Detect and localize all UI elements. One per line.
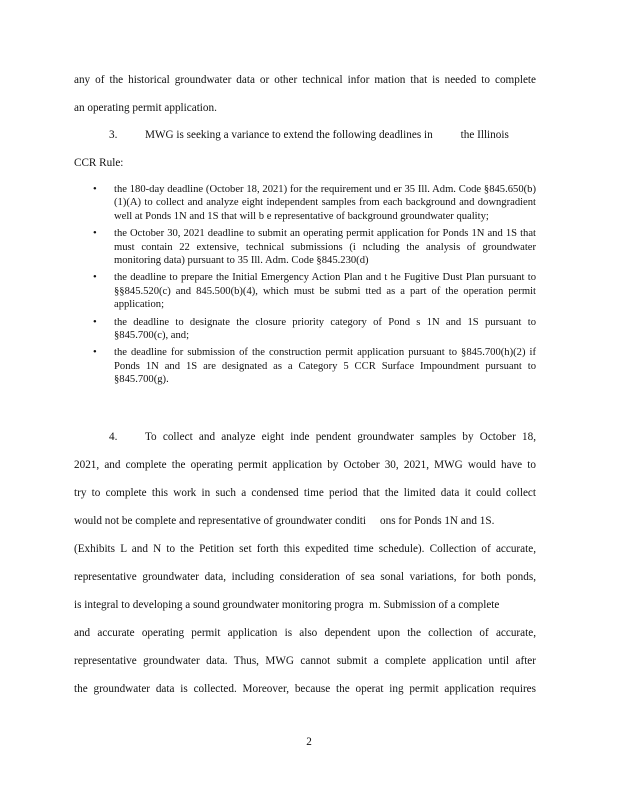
text-line: (Exhibits L and N to the Petition set forth this expedited time schedule). Collection of accurate,: [74, 543, 536, 555]
text-line: try to complete this work in such a condensed time period that the limited data it could collect: [74, 487, 536, 499]
bullet-marker: •: [93, 184, 97, 195]
list-item-text: the 180-day deadline (October 18, 2021) for the requirement und er 35 Ill. Adm. Code §845.650(b)(1)(A) to collect and analyze eight independent samples from each background and downgradient well at Ponds 1N and 1S that will b e representative of background groundwater quality;: [114, 184, 536, 222]
list-item: [90, 227, 536, 267]
text-line: CCR Rule:: [74, 157, 124, 169]
paragraph-first-line: MWG is seeking a variance to extend the following deadlines in the Illinois: [145, 129, 509, 141]
bullet-marker: •: [93, 347, 97, 359]
list-item: [90, 183, 536, 223]
list-item: [90, 346, 536, 386]
text-line: 2021, and complete the operating permit application by October 30, 2021, MWG would have to: [74, 459, 536, 471]
paragraph-number: 3.: [109, 129, 118, 141]
bullet-marker: •: [93, 316, 97, 328]
text-line: an operating permit application.: [74, 102, 217, 114]
text-line: any of the historical groundwater data or other technical infor mation that is needed to complete: [74, 74, 536, 86]
text-line: and accurate operating permit application is also dependent upon the collection of accurate,: [74, 627, 536, 639]
list-item: [90, 271, 536, 311]
list-item: [90, 316, 536, 343]
text-line: the groundwater data is collected. Moreover, because the operat ing permit application requires: [74, 683, 536, 695]
list-item-text: the October 30, 2021 deadline to submit an operating permit application for Ponds 1N and 1S that must contain 22 extensive, technical submissions (i ncluding the analysis of groundwater monitoring data) pursuant to 35 Ill. Adm. Code §845.230(d): [114, 228, 536, 267]
deadline-list: [90, 183, 536, 391]
bullet-marker: •: [93, 228, 97, 240]
list-item-text: the deadline for submission of the construction permit application pursuant to §845.700(h)(2) if Ponds 1N and 1S are designated as a Category 5 CCR Surface Impoundment pursuant to §845.700(g).: [114, 347, 536, 386]
text-line: would not be complete and representative of groundwater conditi ons for Ponds 1N and 1S.: [74, 515, 495, 527]
page-number: 2: [306, 736, 312, 748]
paragraph-number: 4.: [109, 431, 118, 443]
paragraph-first-line: To collect and analyze eight inde pendent groundwater samples by October 18,: [145, 431, 536, 443]
list-item-text: the deadline to designate the closure priority category of Pond s 1N and 1S pursuant to §845.700(c), and;: [114, 316, 536, 342]
text-line: representative groundwater data. Thus, MWG cannot submit a complete application until after: [74, 655, 536, 667]
bullet-marker: •: [93, 272, 97, 284]
text-line: is integral to developing a sound groundwater monitoring progra m. Submission of a complete: [74, 599, 500, 611]
list-item-text: the deadline to prepare the Initial Emergency Action Plan and t he Fugitive Dust Plan pursuant to §§845.520(c) and 845.500(b)(4), which must be submi tted as a part of the operation permit application;: [114, 272, 536, 311]
text-line: representative groundwater data, including consideration of sea sonal variations, for both ponds,: [74, 571, 536, 583]
